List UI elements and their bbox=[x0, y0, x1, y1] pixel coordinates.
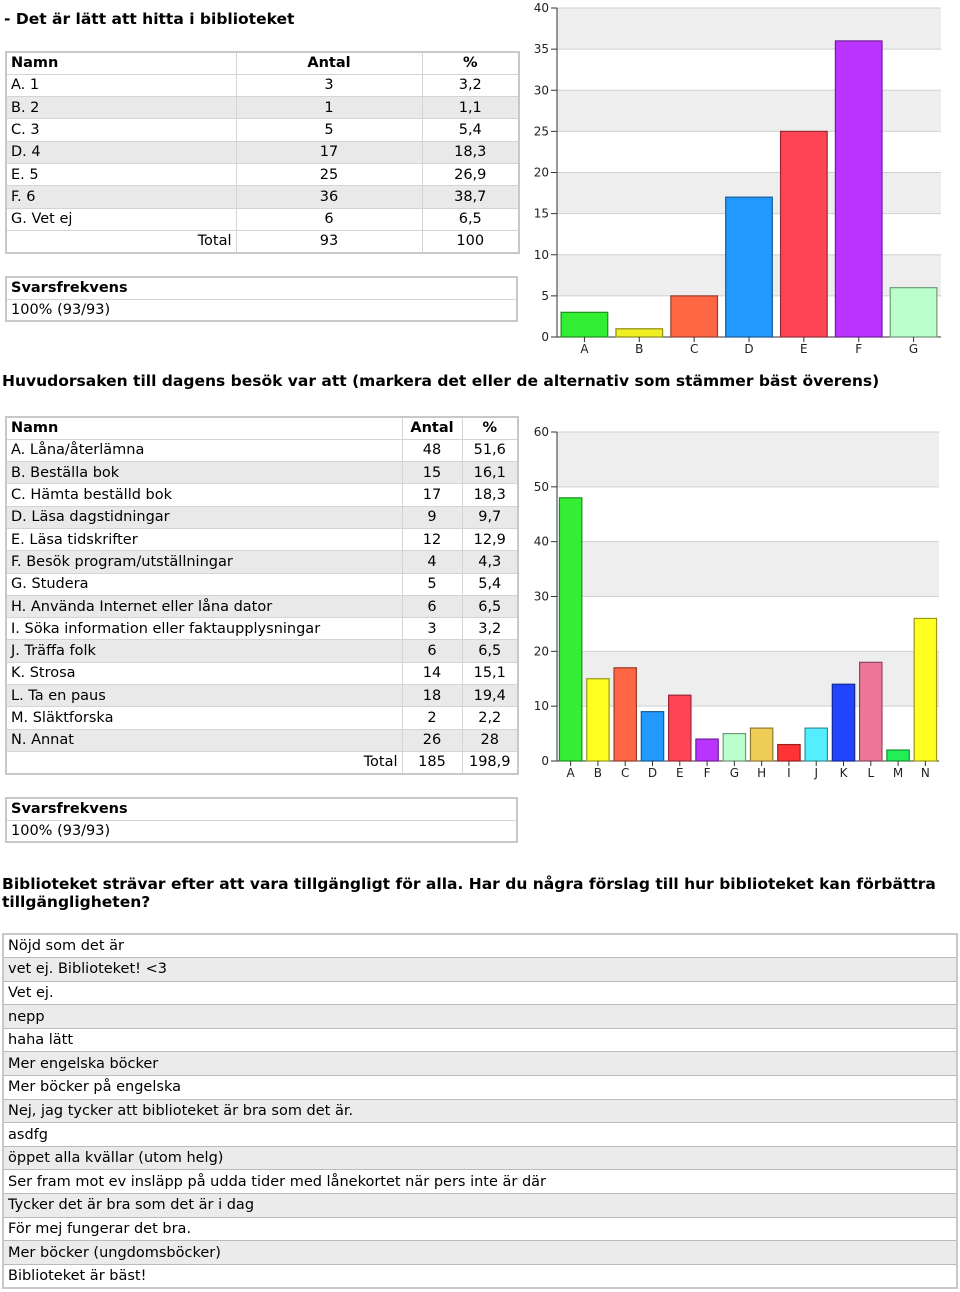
row-count: 4 bbox=[402, 551, 462, 573]
section2-table bbox=[5, 416, 519, 775]
row-percent: 12,9 bbox=[462, 528, 518, 550]
grid-band bbox=[557, 90, 941, 131]
row-name: C. Hämta beställd bok bbox=[6, 484, 402, 506]
row-count: 17 bbox=[402, 484, 462, 506]
y-tick-label: 35 bbox=[533, 42, 549, 57]
x-tick-label: I bbox=[787, 766, 791, 780]
responses-table bbox=[2, 933, 958, 1289]
response-row bbox=[3, 981, 957, 1005]
row-name: M. Släktforska bbox=[6, 707, 402, 729]
response-text: Nöjd som det är bbox=[3, 934, 957, 958]
table-row bbox=[6, 119, 519, 141]
response-text: Biblioteket är bäst! bbox=[3, 1264, 957, 1288]
table-row bbox=[6, 208, 519, 230]
bar-g bbox=[890, 288, 937, 337]
table-row bbox=[6, 640, 518, 662]
bar-h bbox=[750, 728, 772, 761]
row-percent: 5,4 bbox=[422, 119, 519, 141]
total-row bbox=[6, 751, 518, 773]
x-tick-label: A bbox=[580, 342, 589, 356]
row-count: 36 bbox=[236, 186, 422, 208]
section2-title: Huvudorsaken till dagens besök var att (markera det eller de alternativ som stämmer bäst överens) bbox=[2, 372, 880, 390]
y-tick-label: 30 bbox=[533, 589, 549, 604]
column-header-percent: % bbox=[422, 52, 519, 74]
row-count: 2 bbox=[402, 707, 462, 729]
table-row bbox=[6, 506, 518, 528]
row-count: 15 bbox=[402, 462, 462, 484]
column-header-count: Antal bbox=[402, 417, 462, 439]
y-tick-label: 25 bbox=[533, 124, 549, 139]
row-percent: 38,7 bbox=[422, 186, 519, 208]
row-percent: 18,3 bbox=[462, 484, 518, 506]
x-tick-label: F bbox=[703, 766, 711, 780]
bar-b bbox=[616, 329, 663, 337]
table-row bbox=[6, 141, 519, 163]
response-text: haha lätt bbox=[3, 1028, 957, 1052]
total-row bbox=[6, 230, 519, 252]
section1-title: - Det är lätt att hitta i biblioteket bbox=[4, 10, 295, 28]
x-tick-label: D bbox=[647, 766, 658, 780]
y-tick-label: 40 bbox=[533, 1, 549, 15]
row-name: F. Besök program/utställningar bbox=[6, 551, 402, 573]
response-row bbox=[3, 1052, 957, 1076]
bar-n bbox=[914, 618, 936, 761]
total-percent: 198,9 bbox=[462, 751, 518, 773]
bar-a bbox=[561, 312, 608, 337]
table-row bbox=[6, 186, 519, 208]
row-name: H. Använda Internet eller låna dator bbox=[6, 595, 402, 617]
response-text: Ser fram mot ev insläpp på udda tider med lånekortet när pers inte är där bbox=[3, 1170, 957, 1194]
bar-i bbox=[778, 745, 800, 761]
y-tick-label: 15 bbox=[533, 206, 549, 221]
bar-f bbox=[696, 739, 718, 761]
y-tick-label: 30 bbox=[533, 83, 549, 98]
bar-c bbox=[614, 668, 636, 761]
bar-d bbox=[726, 197, 773, 337]
section1-response-rate bbox=[5, 276, 518, 322]
table-row bbox=[6, 685, 518, 707]
table-row bbox=[6, 97, 519, 119]
row-count: 5 bbox=[236, 119, 422, 141]
response-row bbox=[3, 1241, 957, 1265]
y-tick-label: 10 bbox=[533, 247, 549, 262]
table-row bbox=[6, 662, 518, 684]
response-text: För mej fungerar det bra. bbox=[3, 1217, 957, 1241]
row-count: 25 bbox=[236, 163, 422, 185]
row-percent: 5,4 bbox=[462, 573, 518, 595]
section3-title bbox=[2, 875, 936, 911]
response-row bbox=[3, 958, 957, 982]
column-header-percent: % bbox=[462, 417, 518, 439]
row-name: B. 2 bbox=[6, 97, 236, 119]
response-row bbox=[3, 1264, 957, 1288]
table-row bbox=[6, 729, 518, 751]
y-tick-label: 50 bbox=[533, 479, 549, 494]
x-tick-label: B bbox=[593, 766, 603, 780]
x-tick-label: D bbox=[744, 342, 754, 356]
column-header-name: Namn bbox=[6, 52, 236, 74]
response-row bbox=[3, 1146, 957, 1170]
row-name: L. Ta en paus bbox=[6, 685, 402, 707]
row-count: 1 bbox=[236, 97, 422, 119]
row-percent: 3,2 bbox=[422, 74, 519, 96]
table-row bbox=[6, 618, 518, 640]
row-percent: 2,2 bbox=[462, 707, 518, 729]
row-percent: 3,2 bbox=[462, 618, 518, 640]
row-percent: 6,5 bbox=[462, 595, 518, 617]
response-row bbox=[3, 1123, 957, 1147]
response-text: Nej, jag tycker att biblioteket är bra som det är. bbox=[3, 1099, 957, 1123]
row-percent: 26,9 bbox=[422, 163, 519, 185]
row-name: I. Söka information eller faktaupplysningar bbox=[6, 618, 402, 640]
row-count: 6 bbox=[236, 208, 422, 230]
bar-k bbox=[832, 684, 854, 761]
row-count: 26 bbox=[402, 729, 462, 751]
x-tick-label: L bbox=[867, 766, 875, 780]
response-text: Mer engelska böcker bbox=[3, 1052, 957, 1076]
y-tick-label: 0 bbox=[541, 754, 549, 768]
bar-e bbox=[669, 695, 691, 761]
table-row bbox=[6, 551, 518, 573]
x-tick-label: G bbox=[729, 766, 740, 780]
x-tick-label: C bbox=[689, 342, 699, 356]
row-percent: 6,5 bbox=[462, 640, 518, 662]
table-header bbox=[6, 417, 518, 439]
grid-band bbox=[557, 131, 941, 172]
table-row bbox=[6, 439, 518, 461]
x-tick-label: H bbox=[757, 766, 767, 780]
row-percent: 4,3 bbox=[462, 551, 518, 573]
table-row bbox=[6, 163, 519, 185]
response-row bbox=[3, 1194, 957, 1218]
section2-response-rate bbox=[5, 797, 518, 843]
table-row bbox=[6, 462, 518, 484]
row-count: 3 bbox=[402, 618, 462, 640]
row-name: D. 4 bbox=[6, 141, 236, 163]
grid-band bbox=[557, 597, 939, 652]
grid-band bbox=[557, 487, 939, 542]
row-percent: 18,3 bbox=[422, 141, 519, 163]
table-row bbox=[6, 528, 518, 550]
response-rate-value: 100% (93/93) bbox=[6, 299, 517, 321]
row-count: 17 bbox=[236, 141, 422, 163]
section3-title-line2: tillgängligheten? bbox=[2, 893, 151, 911]
bar-g bbox=[723, 734, 745, 761]
response-row bbox=[3, 1170, 957, 1194]
response-rate-label: Svarsfrekvens bbox=[6, 798, 517, 820]
total-count: 185 bbox=[402, 751, 462, 773]
row-percent: 28 bbox=[462, 729, 518, 751]
response-text: Mer böcker på engelska bbox=[3, 1076, 957, 1100]
row-name: A. Låna/återlämna bbox=[6, 439, 402, 461]
total-percent: 100 bbox=[422, 230, 519, 252]
response-text: asdfg bbox=[3, 1123, 957, 1147]
row-name: E. 5 bbox=[6, 163, 236, 185]
row-count: 3 bbox=[236, 74, 422, 96]
row-percent: 19,4 bbox=[462, 685, 518, 707]
row-count: 5 bbox=[402, 573, 462, 595]
response-text: Vet ej. bbox=[3, 981, 957, 1005]
bar-b bbox=[587, 679, 609, 761]
response-row bbox=[3, 1099, 957, 1123]
row-count: 14 bbox=[402, 662, 462, 684]
grid-band bbox=[557, 8, 941, 49]
row-name: C. 3 bbox=[6, 119, 236, 141]
row-name: K. Strosa bbox=[6, 662, 402, 684]
row-percent: 9,7 bbox=[462, 506, 518, 528]
y-tick-label: 0 bbox=[541, 330, 549, 344]
table-row bbox=[6, 595, 518, 617]
row-name: F. 6 bbox=[6, 186, 236, 208]
response-row bbox=[3, 934, 957, 958]
column-header-name: Namn bbox=[6, 417, 402, 439]
grid-band bbox=[557, 432, 939, 487]
x-tick-label: B bbox=[635, 342, 644, 356]
row-count: 9 bbox=[402, 506, 462, 528]
total-label: Total bbox=[6, 230, 236, 252]
grid-band bbox=[557, 49, 941, 90]
chart-1 bbox=[528, 0, 956, 360]
table-row bbox=[6, 707, 518, 729]
row-name: G. Studera bbox=[6, 573, 402, 595]
total-label: Total bbox=[6, 751, 402, 773]
column-header-count: Antal bbox=[236, 52, 422, 74]
row-count: 12 bbox=[402, 528, 462, 550]
response-row bbox=[3, 1076, 957, 1100]
response-row bbox=[3, 1005, 957, 1029]
bar-a bbox=[559, 498, 581, 761]
row-percent: 1,1 bbox=[422, 97, 519, 119]
row-percent: 15,1 bbox=[462, 662, 518, 684]
chart-2 bbox=[528, 420, 956, 784]
response-row bbox=[3, 1217, 957, 1241]
response-text: nepp bbox=[3, 1005, 957, 1029]
row-name: J. Träffa folk bbox=[6, 640, 402, 662]
x-tick-label: F bbox=[855, 342, 863, 356]
response-text: vet ej. Biblioteket! <3 bbox=[3, 958, 957, 982]
bar-f bbox=[835, 41, 882, 337]
y-tick-label: 20 bbox=[533, 644, 549, 659]
section3-title-line1: Biblioteket strävar efter att vara tillgängligt för alla. Har du några förslag till hur biblioteket kan förbättra bbox=[2, 875, 936, 893]
response-rate-label: Svarsfrekvens bbox=[6, 277, 517, 299]
table-row bbox=[6, 74, 519, 96]
row-name: E. Läsa tidskrifter bbox=[6, 528, 402, 550]
y-tick-label: 5 bbox=[541, 288, 549, 303]
row-count: 48 bbox=[402, 439, 462, 461]
row-name: N. Annat bbox=[6, 729, 402, 751]
bar-l bbox=[860, 662, 882, 761]
y-tick-label: 10 bbox=[533, 699, 549, 714]
row-name: G. Vet ej bbox=[6, 208, 236, 230]
bar-j bbox=[805, 728, 827, 761]
x-tick-label: M bbox=[892, 766, 904, 780]
response-text: öppet alla kvällar (utom helg) bbox=[3, 1146, 957, 1170]
row-percent: 6,5 bbox=[422, 208, 519, 230]
response-rate-value: 100% (93/93) bbox=[6, 820, 517, 842]
response-text: Mer böcker (ungdomsböcker) bbox=[3, 1241, 957, 1265]
response-row bbox=[3, 1028, 957, 1052]
grid-band bbox=[557, 542, 939, 597]
total-count: 93 bbox=[236, 230, 422, 252]
bar-m bbox=[887, 750, 909, 761]
table-header bbox=[6, 52, 519, 74]
x-tick-label: N bbox=[920, 766, 930, 780]
x-tick-label: A bbox=[566, 766, 575, 780]
row-count: 6 bbox=[402, 595, 462, 617]
section1-table bbox=[5, 51, 520, 254]
x-tick-label: E bbox=[800, 342, 808, 356]
table-row bbox=[6, 573, 518, 595]
bar-d bbox=[641, 712, 663, 761]
x-tick-label: K bbox=[839, 766, 848, 780]
y-tick-label: 40 bbox=[533, 534, 549, 549]
x-tick-label: G bbox=[908, 342, 919, 356]
response-text: Tycker det är bra som det är i dag bbox=[3, 1194, 957, 1218]
row-count: 18 bbox=[402, 685, 462, 707]
row-name: B. Beställa bok bbox=[6, 462, 402, 484]
y-tick-label: 60 bbox=[533, 425, 549, 439]
bar-c bbox=[671, 296, 718, 337]
row-percent: 51,6 bbox=[462, 439, 518, 461]
row-percent: 16,1 bbox=[462, 462, 518, 484]
x-tick-label: C bbox=[621, 766, 630, 780]
table-row bbox=[6, 484, 518, 506]
row-name: D. Läsa dagstidningar bbox=[6, 506, 402, 528]
x-tick-label: J bbox=[814, 766, 818, 780]
bar-e bbox=[781, 131, 828, 337]
row-count: 6 bbox=[402, 640, 462, 662]
row-name: A. 1 bbox=[6, 74, 236, 96]
x-tick-label: E bbox=[675, 766, 684, 780]
y-tick-label: 20 bbox=[533, 165, 549, 180]
